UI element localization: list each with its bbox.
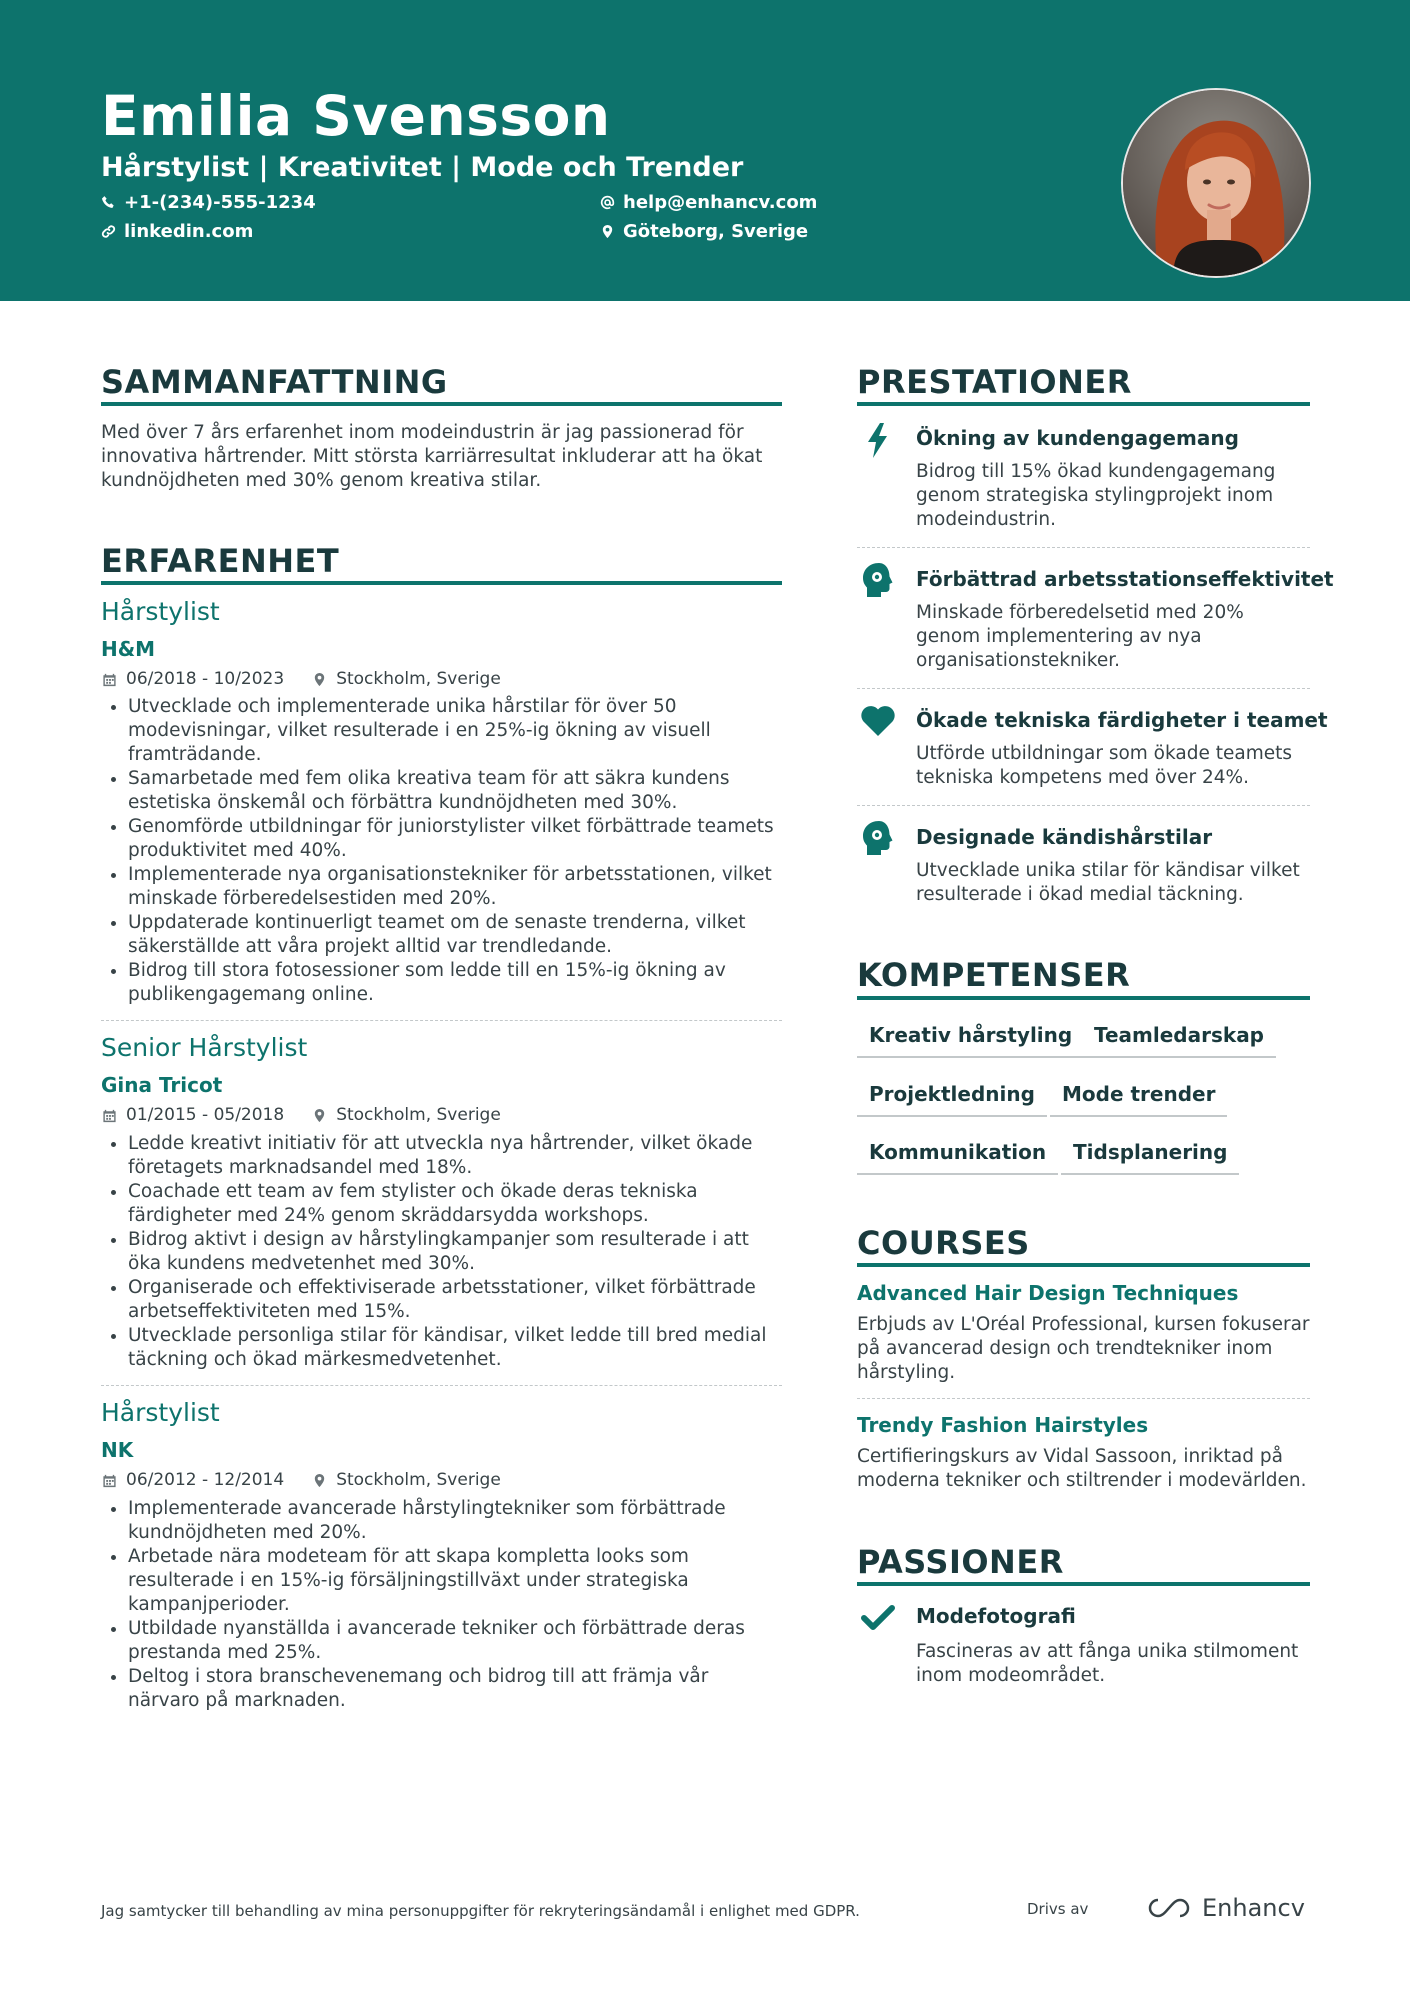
- course-title: Advanced Hair Design Techniques: [857, 1281, 1239, 1305]
- powered-by-label: Drivs av: [1027, 1900, 1089, 1918]
- job-meta: [102, 1470, 501, 1490]
- location-pin-icon: [312, 1108, 327, 1123]
- divider: [857, 805, 1310, 806]
- check-icon: [858, 1598, 898, 1638]
- job-bullet: Bidrog aktivt i design av hårstylingkampanjer som resulterade i att öka kundens medvetenhet med 30%.: [101, 1228, 782, 1276]
- divider: [857, 547, 1310, 548]
- divider: [101, 1385, 782, 1386]
- achievement-title: Ökade tekniska färdigheter i teamet: [916, 708, 1328, 732]
- job-meta: [102, 669, 501, 689]
- job-bullet: Organiserade och effektiviserade arbetsstationer, vilket förbättrade arbetseffektiviteten med 15%.: [101, 1276, 782, 1324]
- job-bullet: Utbildade nyanställda i avancerade tekniker och förbättrade deras prestanda med 25%.: [101, 1617, 782, 1665]
- head-icon: [858, 818, 898, 858]
- course-text: Certifieringskurs av Vidal Sassoon, inriktad på moderna tekniker och stiltrender i modevärlden.: [857, 1446, 1307, 1491]
- calendar-icon: [102, 672, 117, 687]
- achievement-text: Minskade förberedelsetid med 20% genom implementering av nya organisationstekniker.: [916, 602, 1244, 671]
- job-meta: [102, 1105, 501, 1125]
- skill-tag: Projektledning: [857, 1082, 1047, 1117]
- passions-heading: PASSIONER: [857, 1543, 1064, 1581]
- job-bullet: Utvecklade personliga stilar för kändisar, vilket ledde till bred medial täckning och ökad märkesmedvetenhet.: [101, 1324, 782, 1372]
- brand-name: Enhancv: [1202, 1894, 1305, 1922]
- phone-icon: [101, 195, 116, 210]
- job-dates: 06/2018 - 10/2023: [126, 669, 285, 689]
- candidate-tagline: Hårstylist | Kreativitet | Mode och Trender: [101, 152, 744, 183]
- job-bullet: Uppdaterade kontinuerligt teamet om de senaste trenderna, vilket säkerställde att våra projekt alltid var trendledande.: [101, 911, 782, 959]
- job-bullets: [101, 1132, 782, 1372]
- experience-rule: [101, 581, 782, 585]
- divider: [857, 688, 1310, 689]
- job-location: Stockholm, Sverige: [336, 1105, 501, 1125]
- job-bullet: Samarbetade med fem olika kreativa team för att säkra kundens estetiska önskemål och förbättra kundnöjdheten med 30%.: [101, 767, 782, 815]
- job-bullets: [101, 695, 782, 1007]
- phone-text: +1-(234)-555-1234: [124, 192, 316, 213]
- candidate-name: Emilia Svensson: [101, 84, 611, 148]
- job-bullet: Arbetade nära modeteam för att skapa kompletta looks som resulterade i en 15%-ig försäljningstillväxt under strategiska kampanjperioder.: [101, 1545, 782, 1617]
- job-role: Hårstylist: [101, 1398, 220, 1427]
- skill-tag: Tidsplanering: [1061, 1140, 1239, 1175]
- job-bullet: Implementerade avancerade hårstylingtekniker som förbättrade kundnöjdheten med 20%.: [101, 1497, 782, 1545]
- link-icon: [101, 224, 116, 239]
- summary-heading: SAMMANFATTNING: [101, 363, 448, 401]
- location-pin-icon: [312, 1473, 327, 1488]
- skill-tag: Mode trender: [1050, 1082, 1227, 1117]
- divider: [101, 1020, 782, 1021]
- skill-tag: Kommunikation: [857, 1140, 1058, 1175]
- achievement-title: Ökning av kundengagemang: [916, 426, 1239, 450]
- job-bullet: Genomförde utbildningar för juniorstylister vilket förbättrade teamets produktivitet med 40%.: [101, 815, 782, 863]
- achievement-title: Designade kändishårstilar: [916, 825, 1213, 849]
- job-company: H&M: [101, 637, 156, 661]
- job-bullet: Implementerade nya organisationstekniker för arbetsstationen, vilket minskade förberedelsestiden med 20%.: [101, 863, 782, 911]
- achievements-heading: PRESTATIONER: [857, 363, 1132, 401]
- calendar-icon: [102, 1108, 117, 1123]
- passion-title: Modefotografi: [916, 1604, 1076, 1628]
- job-location: Stockholm, Sverige: [336, 1470, 501, 1490]
- calendar-icon: [102, 1473, 117, 1488]
- email-text: help@enhancv.com: [623, 192, 818, 213]
- job-company: Gina Tricot: [101, 1073, 223, 1097]
- job-bullets: [101, 1497, 782, 1713]
- skills-rule: [857, 996, 1310, 1000]
- contact-location: [600, 221, 808, 242]
- summary-text: Med över 7 års erfarenhet inom modeindustrin är jag passionerad för innovativa hårtrender. Mitt största karriärresultat inkluderar att ha ökat kundnöjdheten med 30% genom kreativa stilar.: [101, 422, 763, 491]
- skill-tag: Teamledarskap: [1082, 1023, 1276, 1058]
- location-pin-icon: [312, 672, 327, 687]
- passion-text: Fascineras av att fånga unika stilmoment inom modeområdet.: [916, 1641, 1299, 1686]
- achievement-text: Bidrog till 15% ökad kundengagemang genom strategiska stylingprojekt inom modeindustrin.: [916, 461, 1276, 530]
- heart-icon: [858, 701, 898, 741]
- job-bullet: Bidrog till stora fotosessioner som ledde till en 15%-ig ökning av publikengagemang online.: [101, 959, 782, 1007]
- linkedin-text: linkedin.com: [124, 221, 254, 242]
- contact-phone[interactable]: [101, 192, 316, 213]
- achievements-rule: [857, 402, 1310, 406]
- gdpr-consent: Jag samtycker till behandling av mina personuppgifter för rekryteringsändamål i enlighet med GDPR.: [101, 1902, 860, 1920]
- contact-linkedin[interactable]: [101, 221, 253, 242]
- head-icon: [858, 560, 898, 600]
- job-bullet: Coachade ett team av fem stylister och ökade deras tekniska färdigheter med 24% genom skräddarsydda workshops.: [101, 1180, 782, 1228]
- summary-rule: [101, 402, 782, 406]
- job-location: Stockholm, Sverige: [336, 669, 501, 689]
- job-role: Senior Hårstylist: [101, 1033, 308, 1062]
- job-role: Hårstylist: [101, 597, 220, 626]
- job-dates: 01/2015 - 05/2018: [126, 1105, 285, 1125]
- at-icon: [600, 195, 615, 210]
- achievement-text: Utvecklade unika stilar för kändisar vilket resulterade i ökad medial täckning.: [916, 860, 1300, 905]
- courses-rule: [857, 1263, 1310, 1267]
- profile-photo: [1121, 88, 1311, 278]
- job-bullet: Ledde kreativt initiativ för att utveckla nya hårtrender, vilket ökade företagets marknadsandel med 18%.: [101, 1132, 782, 1180]
- experience-heading: ERFARENHET: [101, 542, 340, 580]
- location-text: Göteborg, Sverige: [623, 221, 809, 242]
- courses-heading: COURSES: [857, 1224, 1030, 1262]
- job-bullet: Utvecklade och implementerade unika hårstilar för över 50 modevisningar, vilket resulterade i en 25%-ig ökning av visuell framträdande.: [101, 695, 782, 767]
- achievement-title: Förbättrad arbetsstationseffektivitet: [916, 567, 1334, 591]
- course-text: Erbjuds av L'Oréal Professional, kursen fokuserar på avancerad design och trendtekniker inom hårstyling.: [857, 1314, 1310, 1383]
- passions-rule: [857, 1582, 1310, 1586]
- achievement-text: Utförde utbildningar som ökade teamets tekniska kompetens med över 24%.: [916, 743, 1292, 788]
- lightning-icon: [858, 420, 898, 460]
- skill-tag: Kreativ hårstyling: [857, 1023, 1084, 1058]
- infinity-logo-icon: [1146, 1896, 1192, 1920]
- contact-email[interactable]: [600, 192, 817, 213]
- skills-heading: KOMPETENSER: [857, 956, 1131, 994]
- header-banner: [0, 0, 1410, 301]
- divider: [857, 1398, 1310, 1399]
- enhancv-logo[interactable]: [1146, 1894, 1305, 1922]
- course-title: Trendy Fashion Hairstyles: [857, 1413, 1149, 1437]
- job-bullet: Deltog i stora branschevenemang och bidrog till att främja vår närvaro på marknaden.: [101, 1665, 782, 1713]
- location-pin-icon: [600, 224, 615, 239]
- job-company: NK: [101, 1438, 134, 1462]
- job-dates: 06/2012 - 12/2014: [126, 1470, 285, 1490]
